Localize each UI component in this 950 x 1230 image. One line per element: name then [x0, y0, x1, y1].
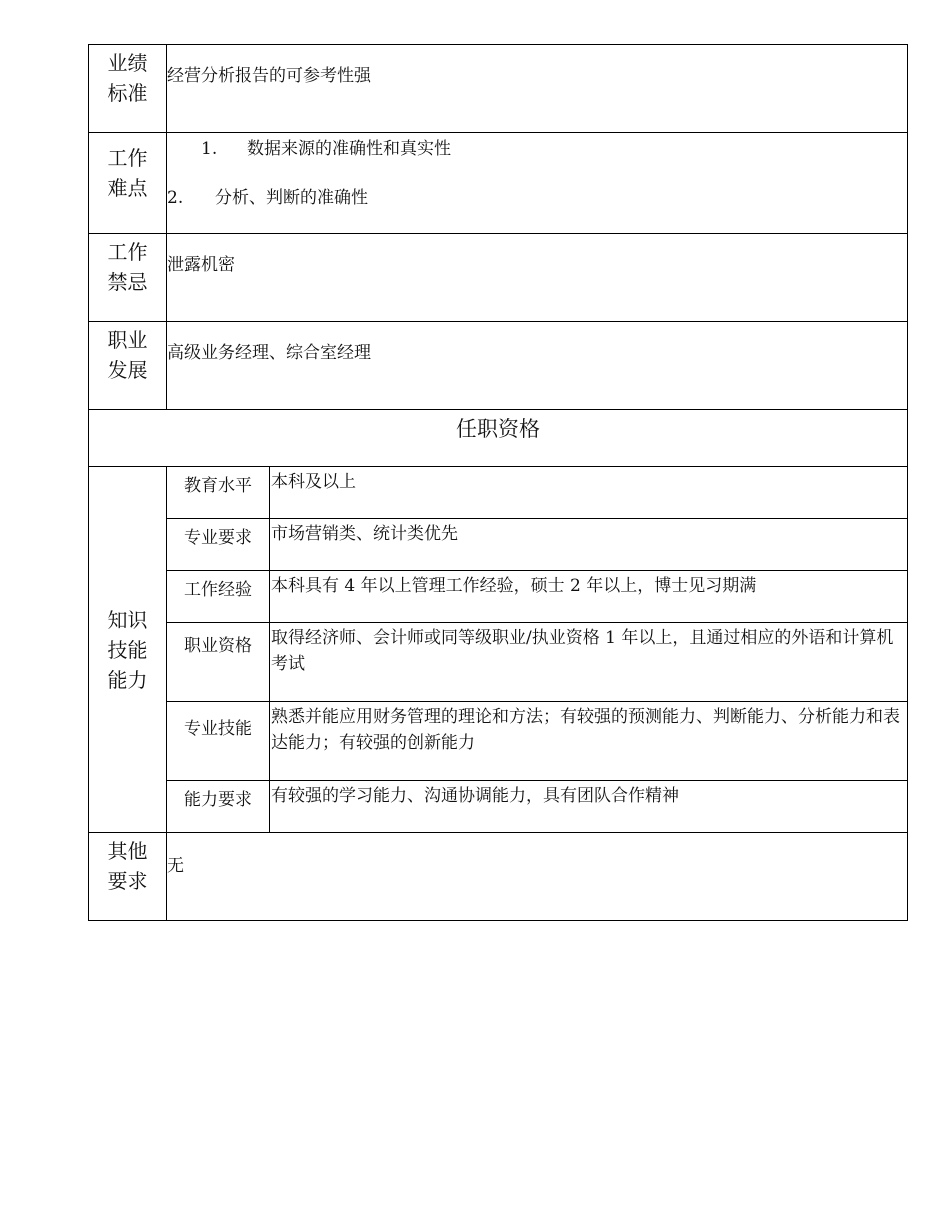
row-work-difficulties	[89, 133, 908, 234]
career-value: 高级业务经理、综合室经理	[167, 322, 908, 410]
performance-value: 经营分析报告的可参考性强	[167, 45, 908, 133]
skills-value: 熟悉并能应用财务管理的理论和方法；有较强的预测能力、判断能力、分析能力和表达能力；有较强的创新能力	[270, 702, 908, 781]
education-value: 本科及以上	[270, 467, 908, 519]
qualifications-header: 任职资格	[89, 410, 908, 467]
major-label: 专业要求	[167, 519, 270, 571]
list-item: 2. 分析、判断的准确性	[167, 188, 368, 208]
qualification-row	[89, 781, 908, 833]
row-performance-standard	[89, 45, 908, 133]
skills-label: 专业技能	[167, 702, 270, 781]
certification-label: 职业资格	[167, 623, 270, 702]
knowledge-skills-label: 知识 技能 能力	[89, 467, 167, 833]
ability-label: 能力要求	[167, 781, 270, 833]
education-label: 教育水平	[167, 467, 270, 519]
major-value: 市场营销类、统计类优先	[270, 519, 908, 571]
row-qualifications-header	[89, 410, 908, 467]
other-value: 无	[167, 833, 908, 921]
difficulties-label: 工作 难点	[89, 133, 167, 234]
difficulties-list	[167, 133, 908, 234]
row-career-development	[89, 322, 908, 410]
qualification-row	[89, 467, 908, 519]
taboos-value: 泄露机密	[167, 234, 908, 322]
row-other-requirements	[89, 833, 908, 921]
ability-value: 有较强的学习能力、沟通协调能力，具有团队合作精神	[270, 781, 908, 833]
qualification-row	[89, 623, 908, 702]
qualification-row	[89, 702, 908, 781]
performance-label: 业绩 标准	[89, 45, 167, 133]
career-label: 职业 发展	[89, 322, 167, 410]
experience-value: 本科具有 4 年以上管理工作经验，硕士 2 年以上，博士见习期满	[270, 571, 908, 623]
qualification-row	[89, 519, 908, 571]
qualification-row	[89, 571, 908, 623]
list-item: 1. 数据来源的准确性和真实性	[201, 139, 451, 159]
taboos-label: 工作 禁忌	[89, 234, 167, 322]
other-label: 其他 要求	[89, 833, 167, 921]
row-work-taboos	[89, 234, 908, 322]
experience-label: 工作经验	[167, 571, 270, 623]
job-description-table	[88, 44, 908, 921]
certification-value: 取得经济师、会计师或同等级职业/执业资格 1 年以上，且通过相应的外语和计算机考试	[270, 623, 908, 702]
